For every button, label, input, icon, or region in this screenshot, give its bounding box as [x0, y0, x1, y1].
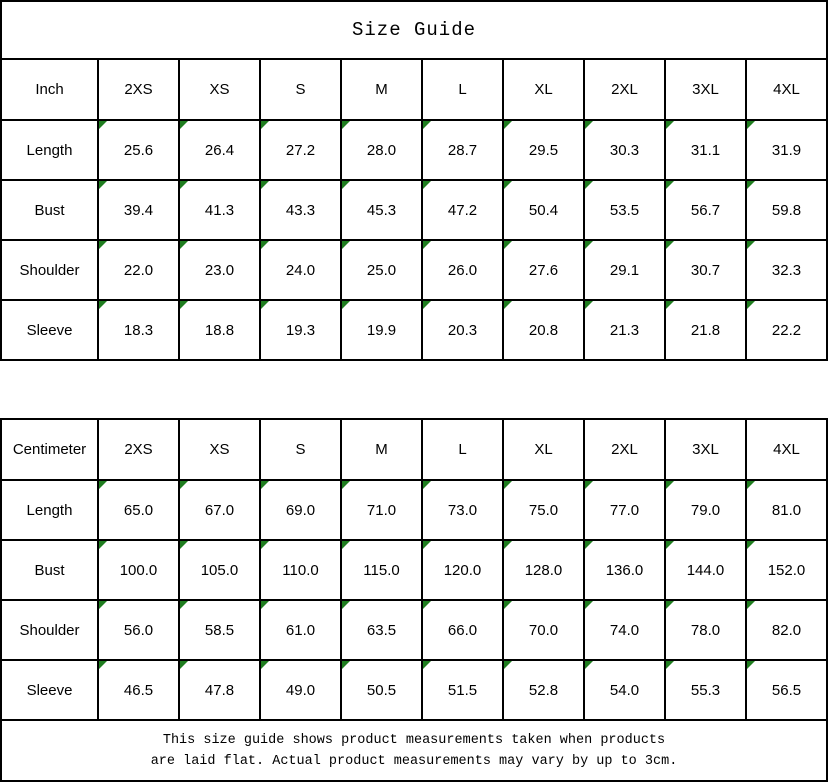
measurement-value-cell	[746, 660, 827, 720]
measurement-value-text: 82.0	[771, 621, 802, 639]
size-column-header: S	[260, 419, 341, 480]
cell-marker-icon	[747, 181, 755, 189]
cell-marker-icon	[504, 301, 512, 309]
size-header-row	[1, 419, 827, 480]
unit-header: Inch	[1, 59, 98, 120]
measurement-value-cell	[665, 660, 746, 720]
measurement-value-cell	[341, 180, 422, 240]
measurement-value-text: 27.6	[528, 261, 559, 279]
size-column-header: XL	[503, 419, 584, 480]
measurement-value-text: 69.0	[285, 501, 316, 519]
measurement-value-text: 22.2	[771, 321, 802, 339]
cell-marker-icon	[342, 601, 350, 609]
size-column-header: S	[260, 59, 341, 120]
measurement-row	[1, 300, 827, 360]
measurement-value-text: 19.3	[285, 321, 316, 339]
measurement-value-cell	[665, 540, 746, 600]
measurement-value-text: 30.3	[609, 141, 640, 159]
measurement-value-text: 27.2	[285, 141, 316, 159]
size-column-header: 2XL	[584, 59, 665, 120]
cell-marker-icon	[342, 661, 350, 669]
measurement-row	[1, 600, 827, 660]
measurement-value-cell	[260, 480, 341, 540]
measurement-label: Length	[1, 120, 98, 180]
measurement-value-cell	[179, 300, 260, 360]
measurement-value-cell	[98, 540, 179, 600]
measurement-value-cell	[422, 120, 503, 180]
cell-marker-icon	[423, 661, 431, 669]
measurement-value-cell	[422, 180, 503, 240]
measurement-value-cell	[503, 540, 584, 600]
cell-marker-icon	[99, 121, 107, 129]
measurement-value-text: 56.0	[123, 621, 154, 639]
cell-marker-icon	[342, 241, 350, 249]
cell-marker-icon	[585, 181, 593, 189]
cell-marker-icon	[423, 481, 431, 489]
measurement-value-cell	[179, 180, 260, 240]
measurement-value-text: 58.5	[204, 621, 235, 639]
cell-marker-icon	[666, 301, 674, 309]
measurement-value-cell	[503, 480, 584, 540]
cell-marker-icon	[423, 121, 431, 129]
measurement-row	[1, 120, 827, 180]
cell-marker-icon	[342, 541, 350, 549]
measurement-row	[1, 660, 827, 720]
measurement-value-cell	[746, 120, 827, 180]
measurement-value-text: 20.8	[528, 321, 559, 339]
measurement-value-text: 29.5	[528, 141, 559, 159]
cell-marker-icon	[747, 601, 755, 609]
measurement-value-text: 18.3	[123, 321, 154, 339]
cell-marker-icon	[666, 601, 674, 609]
measurement-label: Bust	[1, 180, 98, 240]
measurement-value-text: 20.3	[447, 321, 478, 339]
cell-marker-icon	[180, 301, 188, 309]
measurement-value-cell	[503, 120, 584, 180]
cell-marker-icon	[504, 661, 512, 669]
measurement-value-text: 30.7	[690, 261, 721, 279]
measurement-value-cell	[98, 240, 179, 300]
measurement-value-text: 79.0	[690, 501, 721, 519]
size-column-header: M	[341, 419, 422, 480]
measurement-value-text: 49.0	[285, 681, 316, 699]
cell-marker-icon	[261, 481, 269, 489]
measurement-value-cell	[584, 540, 665, 600]
measurement-value-text: 28.0	[366, 141, 397, 159]
measurement-value-text: 59.8	[771, 201, 802, 219]
measurement-value-text: 46.5	[123, 681, 154, 699]
cell-marker-icon	[261, 301, 269, 309]
measurement-value-text: 54.0	[609, 681, 640, 699]
size-column-header: 2XL	[584, 419, 665, 480]
measurement-value-cell	[584, 480, 665, 540]
cell-marker-icon	[747, 481, 755, 489]
unit-header: Centimeter	[1, 419, 98, 480]
measurement-value-cell	[503, 660, 584, 720]
measurement-value-text: 152.0	[767, 561, 806, 579]
measurement-value-cell	[422, 300, 503, 360]
measurement-value-cell	[503, 300, 584, 360]
measurement-value-cell	[422, 600, 503, 660]
cell-marker-icon	[666, 121, 674, 129]
measurement-value-text: 66.0	[447, 621, 478, 639]
measurement-value-cell	[584, 180, 665, 240]
cell-marker-icon	[261, 661, 269, 669]
measurement-value-cell	[98, 120, 179, 180]
measurement-value-cell	[503, 240, 584, 300]
measurement-value-cell	[584, 300, 665, 360]
measurement-value-text: 31.9	[771, 141, 802, 159]
measurement-value-text: 47.8	[204, 681, 235, 699]
measurement-value-cell	[422, 660, 503, 720]
cell-marker-icon	[504, 541, 512, 549]
cell-marker-icon	[99, 181, 107, 189]
measurement-value-cell	[503, 180, 584, 240]
measurement-value-text: 71.0	[366, 501, 397, 519]
footer-line-1: This size guide shows product measurements taken when products	[162, 732, 666, 748]
measurement-value-text: 26.4	[204, 141, 235, 159]
measurement-value-cell	[260, 120, 341, 180]
measurement-value-cell	[341, 120, 422, 180]
cell-marker-icon	[99, 601, 107, 609]
measurement-row	[1, 180, 827, 240]
measurement-value-text: 144.0	[686, 561, 725, 579]
size-column-header: XS	[179, 419, 260, 480]
measurement-value-text: 78.0	[690, 621, 721, 639]
measurement-value-cell	[665, 480, 746, 540]
cell-marker-icon	[423, 301, 431, 309]
measurement-value-text: 65.0	[123, 501, 154, 519]
size-column-header: L	[422, 59, 503, 120]
page-title: Size Guide	[351, 19, 477, 41]
size-column-header: 2XS	[98, 419, 179, 480]
cell-marker-icon	[99, 301, 107, 309]
size-column-header: 3XL	[665, 59, 746, 120]
measurement-value-text: 22.0	[123, 261, 154, 279]
measurement-value-cell	[179, 600, 260, 660]
measurement-label: Sleeve	[1, 300, 98, 360]
footer-line-2: are laid flat. Actual product measurements may vary by up to 3cm.	[150, 753, 678, 769]
cell-marker-icon	[504, 601, 512, 609]
measurement-value-cell	[179, 240, 260, 300]
cell-marker-icon	[261, 181, 269, 189]
measurement-value-cell	[260, 540, 341, 600]
measurement-value-cell	[665, 180, 746, 240]
cell-marker-icon	[585, 301, 593, 309]
measurement-value-text: 45.3	[366, 201, 397, 219]
cell-marker-icon	[180, 121, 188, 129]
measurement-label: Shoulder	[1, 600, 98, 660]
measurement-value-text: 53.5	[609, 201, 640, 219]
measurement-value-cell	[584, 120, 665, 180]
cell-marker-icon	[747, 241, 755, 249]
measurement-value-text: 23.0	[204, 261, 235, 279]
cell-marker-icon	[585, 601, 593, 609]
measurement-value-text: 50.5	[366, 681, 397, 699]
measurement-value-cell	[665, 600, 746, 660]
measurement-value-text: 41.3	[204, 201, 235, 219]
cell-marker-icon	[261, 601, 269, 609]
cell-marker-icon	[342, 301, 350, 309]
size-column-header: M	[341, 59, 422, 120]
measurement-value-cell	[341, 240, 422, 300]
measurement-value-text: 75.0	[528, 501, 559, 519]
measurement-value-text: 77.0	[609, 501, 640, 519]
measurement-value-cell	[179, 120, 260, 180]
measurement-value-cell	[341, 540, 422, 600]
measurement-value-text: 26.0	[447, 261, 478, 279]
measurement-value-cell	[422, 540, 503, 600]
measurement-value-cell	[665, 240, 746, 300]
measurement-value-cell	[341, 300, 422, 360]
size-table-inch	[0, 58, 828, 361]
measurement-value-text: 55.3	[690, 681, 721, 699]
measurement-value-cell	[746, 600, 827, 660]
measurement-value-cell	[584, 600, 665, 660]
measurement-row	[1, 240, 827, 300]
cell-marker-icon	[342, 481, 350, 489]
table-spacer	[0, 361, 828, 418]
cell-marker-icon	[99, 661, 107, 669]
measurement-value-text: 25.0	[366, 261, 397, 279]
measurement-value-cell	[179, 540, 260, 600]
cell-marker-icon	[180, 601, 188, 609]
size-column-header: XL	[503, 59, 584, 120]
measurement-value-cell	[98, 660, 179, 720]
measurement-value-text: 63.5	[366, 621, 397, 639]
measurement-value-cell	[260, 600, 341, 660]
measurement-value-text: 24.0	[285, 261, 316, 279]
cell-marker-icon	[747, 301, 755, 309]
measurement-value-cell	[260, 180, 341, 240]
cell-marker-icon	[666, 181, 674, 189]
cell-marker-icon	[504, 481, 512, 489]
measurement-value-text: 19.9	[366, 321, 397, 339]
cell-marker-icon	[585, 481, 593, 489]
size-column-header: 4XL	[746, 59, 827, 120]
size-column-header: 2XS	[98, 59, 179, 120]
cell-marker-icon	[585, 121, 593, 129]
measurement-value-cell	[260, 660, 341, 720]
cell-marker-icon	[99, 241, 107, 249]
measurement-value-text: 136.0	[605, 561, 644, 579]
measurement-value-text: 39.4	[123, 201, 154, 219]
measurement-value-text: 32.3	[771, 261, 802, 279]
size-table-centimeter	[0, 418, 828, 721]
measurement-value-text: 73.0	[447, 501, 478, 519]
measurement-value-text: 100.0	[119, 561, 158, 579]
measurement-row	[1, 480, 827, 540]
cell-marker-icon	[504, 181, 512, 189]
cell-marker-icon	[504, 241, 512, 249]
cell-marker-icon	[423, 541, 431, 549]
measurement-value-text: 74.0	[609, 621, 640, 639]
cell-marker-icon	[747, 121, 755, 129]
measurement-value-cell	[665, 120, 746, 180]
measurement-value-text: 25.6	[123, 141, 154, 159]
measurement-value-cell	[422, 480, 503, 540]
cell-marker-icon	[504, 121, 512, 129]
measurement-value-text: 70.0	[528, 621, 559, 639]
measurement-value-cell	[341, 600, 422, 660]
cell-marker-icon	[585, 541, 593, 549]
cell-marker-icon	[99, 541, 107, 549]
measurement-value-text: 31.1	[690, 141, 721, 159]
measurement-value-cell	[665, 300, 746, 360]
measurement-value-cell	[746, 540, 827, 600]
measurement-value-cell	[179, 660, 260, 720]
measurement-value-cell	[341, 660, 422, 720]
measurement-label: Sleeve	[1, 660, 98, 720]
cell-marker-icon	[180, 181, 188, 189]
measurement-value-cell	[260, 300, 341, 360]
measurement-value-text: 47.2	[447, 201, 478, 219]
measurement-value-cell	[98, 480, 179, 540]
measurement-value-text: 56.5	[771, 681, 802, 699]
cell-marker-icon	[666, 241, 674, 249]
measurement-value-text: 128.0	[524, 561, 563, 579]
measurement-value-text: 115.0	[363, 561, 400, 579]
size-column-header: 3XL	[665, 419, 746, 480]
cell-marker-icon	[180, 241, 188, 249]
measurement-label: Bust	[1, 540, 98, 600]
size-column-header: L	[422, 419, 503, 480]
measurement-value-text: 21.3	[609, 321, 640, 339]
cell-marker-icon	[342, 121, 350, 129]
cell-marker-icon	[666, 481, 674, 489]
size-column-header: XS	[179, 59, 260, 120]
size-header-row	[1, 59, 827, 120]
measurement-value-text: 21.8	[690, 321, 721, 339]
measurement-value-text: 120.0	[443, 561, 482, 579]
cell-marker-icon	[747, 541, 755, 549]
cell-marker-icon	[666, 661, 674, 669]
cell-marker-icon	[99, 481, 107, 489]
measurement-value-cell	[179, 480, 260, 540]
cell-marker-icon	[585, 661, 593, 669]
cell-marker-icon	[261, 241, 269, 249]
measurement-label: Shoulder	[1, 240, 98, 300]
measurement-value-cell	[98, 300, 179, 360]
cell-marker-icon	[342, 181, 350, 189]
measurement-value-text: 52.8	[528, 681, 559, 699]
cell-marker-icon	[423, 601, 431, 609]
cell-marker-icon	[180, 541, 188, 549]
cell-marker-icon	[180, 661, 188, 669]
measurement-value-text: 43.3	[285, 201, 316, 219]
measurement-value-cell	[503, 600, 584, 660]
footer-note	[0, 721, 828, 782]
measurement-value-text: 50.4	[528, 201, 559, 219]
measurement-row	[1, 540, 827, 600]
measurement-value-text: 67.0	[204, 501, 235, 519]
measurement-value-text: 28.7	[447, 141, 478, 159]
cell-marker-icon	[747, 661, 755, 669]
measurement-value-cell	[98, 600, 179, 660]
measurement-value-cell	[746, 180, 827, 240]
size-column-header: 4XL	[746, 419, 827, 480]
measurement-label: Length	[1, 480, 98, 540]
cell-marker-icon	[666, 541, 674, 549]
cell-marker-icon	[180, 481, 188, 489]
cell-marker-icon	[423, 241, 431, 249]
cell-marker-icon	[261, 541, 269, 549]
measurement-value-text: 110.0	[282, 561, 319, 579]
measurement-value-text: 29.1	[609, 261, 640, 279]
cell-marker-icon	[423, 181, 431, 189]
title-bar	[0, 0, 828, 58]
measurement-value-text: 18.8	[204, 321, 235, 339]
measurement-value-cell	[422, 240, 503, 300]
measurement-value-cell	[584, 240, 665, 300]
measurement-value-text: 81.0	[771, 501, 802, 519]
measurement-value-cell	[341, 480, 422, 540]
measurement-value-text: 61.0	[285, 621, 316, 639]
measurement-value-cell	[260, 240, 341, 300]
measurement-value-cell	[584, 660, 665, 720]
measurement-value-text: 105.0	[200, 561, 239, 579]
measurement-value-cell	[746, 240, 827, 300]
cell-marker-icon	[585, 241, 593, 249]
measurement-value-cell	[746, 480, 827, 540]
measurement-value-cell	[98, 180, 179, 240]
measurement-value-text: 51.5	[447, 681, 478, 699]
cell-marker-icon	[261, 121, 269, 129]
measurement-value-text: 56.7	[690, 201, 721, 219]
measurement-value-cell	[746, 300, 827, 360]
